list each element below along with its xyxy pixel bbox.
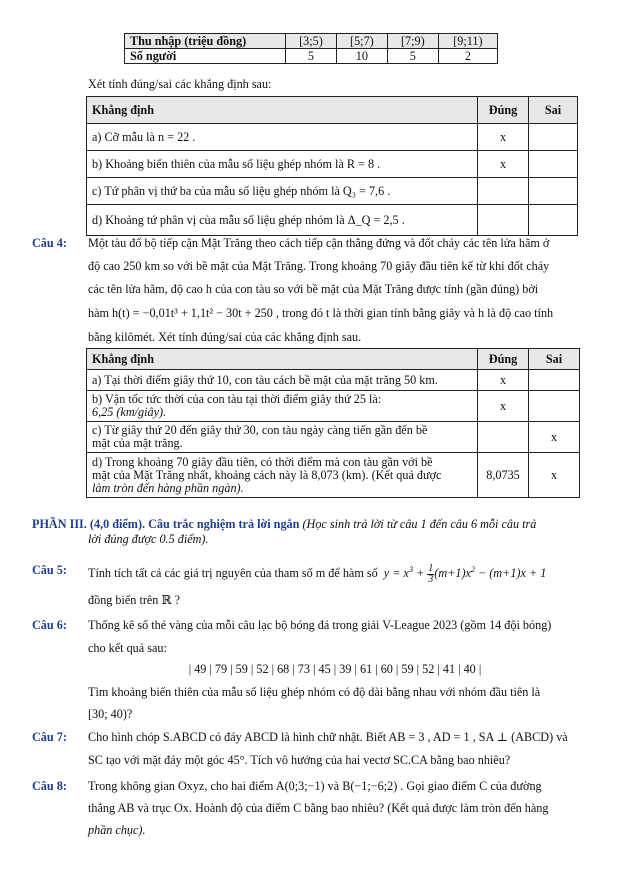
q6-data-values: | 49 | 79 | 59 | 52 | 68 | 73 | 45 | 39 | 61 | 60 | 59 | 52 | 41 | 40 | [188, 662, 482, 676]
question-6-label: Câu 6: [32, 618, 67, 632]
table-row [87, 97, 578, 124]
q4-text-line: bằng kilômét. Xét tính đúng/sai của các khẳng định sau. [88, 330, 362, 344]
table-row [87, 178, 578, 205]
answer-cell [529, 205, 578, 236]
table-header-cell: Số người [125, 49, 286, 64]
statement-line: mặt của Mặt Trăng nhất, khoảng cách này là 8,073 (km). (Kết quả được [92, 467, 442, 482]
q5-text: Tính tích tất cả các giá trị nguyên của tham số m để hàm số [88, 566, 378, 581]
question-4-label: Câu 4: [32, 236, 67, 250]
q6-text-line: [30; 40)? [88, 707, 133, 721]
table-cell: [9;11) [438, 34, 497, 49]
statement-cell: a) Cỡ mẫu là n = 22 . [87, 124, 478, 151]
table-cell: 5 [286, 49, 337, 64]
income-frequency-table [124, 33, 498, 64]
question-7-label: Câu 7: [32, 730, 67, 744]
q5-text-line: đồng biến trên ℝ ? [88, 593, 181, 607]
statement-cell: d) Khoảng tứ phân vị của mẫu số liệu ghép nhóm là Δ_Q = 2,5 . [87, 205, 478, 236]
part-3-heading [32, 517, 536, 532]
statement-line: làm tròn đến hàng phần ngàn). [92, 480, 244, 495]
q4-text-line: hàm h(t) = −0,01t³ + 1,1t² − 30t + 250 , trong đó t là thời gian tính bằng giây và h là độ cao tính [88, 306, 554, 320]
q6-text-line: Thống kê số thẻ vàng của mỗi câu lạc bộ bóng đá trong giải V-League 2023 (gồm 14 đội bóng) [88, 618, 552, 632]
q5-text-line [88, 563, 546, 585]
table-cell: 5 [387, 49, 438, 64]
answer-cell [529, 178, 578, 205]
question-8-label: Câu 8: [32, 779, 67, 793]
table-cell: 2 [438, 49, 497, 64]
table-cell: 10 [336, 49, 387, 64]
fraction-one-third: $\frac{1}{3}$ [428, 562, 434, 585]
table-row [87, 453, 580, 498]
q4-text-line: Một tàu đổ bộ tiếp cận Mặt Trăng theo cách tiếp cận thẳng đứng và đốt cháy các tên lửa hãm ở [88, 236, 550, 250]
answer-cell [529, 391, 580, 422]
answer-cell [529, 124, 578, 151]
answer-cell: x [478, 370, 529, 391]
table-header-cell: Khẳng định [87, 349, 478, 370]
answer-cell: 8,0735 [478, 453, 529, 498]
q6-text-line: cho kết quả sau: [88, 641, 167, 655]
table-row [87, 349, 580, 370]
table-header-cell: Sai [529, 349, 580, 370]
table-cell: [5;7) [336, 34, 387, 49]
q6-text-line: Tìm khoảng biến thiên của mẫu số liệu ghép nhóm có độ dài bằng nhau với nhóm đầu tiên là [88, 685, 541, 699]
table-cell: [7;9) [387, 34, 438, 49]
table-header-cell: Thu nhập (triệu đồng) [125, 34, 286, 49]
q8-text-line: phần chục). [88, 823, 146, 837]
q4-text-line: các tên lửa hãm, độ cao h của con tàu so với bề mặt của Mặt Trăng được tính (gần đúng) bởi [88, 282, 539, 296]
table-row [125, 49, 498, 64]
table-header-cell: Đúng [478, 349, 529, 370]
table-row [87, 422, 580, 453]
q7-text-line: Cho hình chóp S.ABCD có đáy ABCD là hình chữ nhật. Biết AB = 3 , AD = 1 , SA ⊥ (ABCD) và [88, 730, 568, 744]
part-3-title: PHẦN III. (4,0 điểm). Câu trắc nghiệm trả lời ngắn [32, 517, 300, 531]
statement-cell [87, 391, 478, 422]
answer-cell: x [478, 124, 529, 151]
statement-cell [87, 370, 478, 391]
answer-cell: x [478, 391, 529, 422]
table-row [87, 151, 578, 178]
table-header-cell: Sai [529, 97, 578, 124]
table-cell: [3;5) [286, 34, 337, 49]
answer-cell: x [478, 151, 529, 178]
statement-line: d) Trong khoảng 70 giây đầu tiên, có thời điểm mà con tàu gần với bề [92, 454, 433, 469]
statement-cell [87, 422, 478, 453]
q4-text-line: độ cao 250 km so với bề mặt của Mặt Trăng. Trong khoảng 70 giây đầu tiên kể từ khi đốt cháy [88, 259, 550, 273]
part-3-note-continued: lời đúng được 0.5 điểm). [88, 532, 209, 546]
q3-instruction: Xét tính đúng/sai các khẳng định sau: [88, 77, 272, 91]
table-header-cell: Đúng [478, 97, 529, 124]
statement-cell [87, 453, 478, 498]
question-5-label: Câu 5: [32, 563, 67, 577]
statement-line: b) Vận tốc tức thời của con tàu tại thời điểm giây thứ 25 là: [92, 392, 382, 406]
q8-text-line: thẳng AB và trục Ox. Hoành độ của điểm C bằng bao nhiêu? (Kết quả được làm tròn đến hàng [88, 801, 549, 815]
table-header-cell: Khẳng định [87, 97, 478, 124]
statement-line: mặt của mặt trăng. [92, 436, 183, 450]
statement-cell: c) Tứ phân vị thứ ba của mẫu số liệu ghép nhóm là Q₃ = 7,6 . [87, 178, 478, 205]
table-row [87, 205, 578, 236]
statement-line: c) Từ giây thứ 20 đến giây thứ 30, con tàu ngày càng tiến gần đến bề [92, 423, 428, 437]
statement-line: 6,25 (km/giây). [92, 405, 167, 419]
statement-cell: b) Khoảng biến thiên của mẫu số liệu ghép nhóm là R = 8 . [87, 151, 478, 178]
q7-text-line: SC tạo với mặt đáy một góc 45°. Tích vô hướng của hai vectơ SC.CA bằng bao nhiêu? [88, 753, 511, 767]
part-3-note: (Học sinh trả lời từ câu 1 đến câu 6 mỗi câu trả [302, 517, 537, 531]
answer-cell [478, 205, 529, 236]
statements-table-q3 [86, 96, 578, 236]
table-row [87, 124, 578, 151]
answer-cell: x [529, 453, 580, 498]
statement-line: a) Tại thời điểm giây thứ 10, con tàu cách bề mặt của mặt trăng 50 km. [92, 372, 438, 387]
answer-cell [529, 151, 578, 178]
table-row [87, 370, 580, 391]
q8-text-line: Trong không gian Oxyz, cho hai điểm A(0;3;−1) và B(−1;−6;2) . Gọi giao điểm C của đường [88, 779, 542, 793]
q5-function-formula: $y = x^3$ + $\frac{1}{3}$ $(m+1)x^2 - (m+1)x + 1$ [380, 562, 547, 585]
answer-cell: x [529, 422, 580, 453]
table-row [125, 34, 498, 49]
statements-table-q4 [86, 348, 580, 498]
answer-cell [529, 370, 580, 391]
table-row [87, 391, 580, 422]
answer-cell [478, 178, 529, 205]
answer-cell [478, 422, 529, 453]
